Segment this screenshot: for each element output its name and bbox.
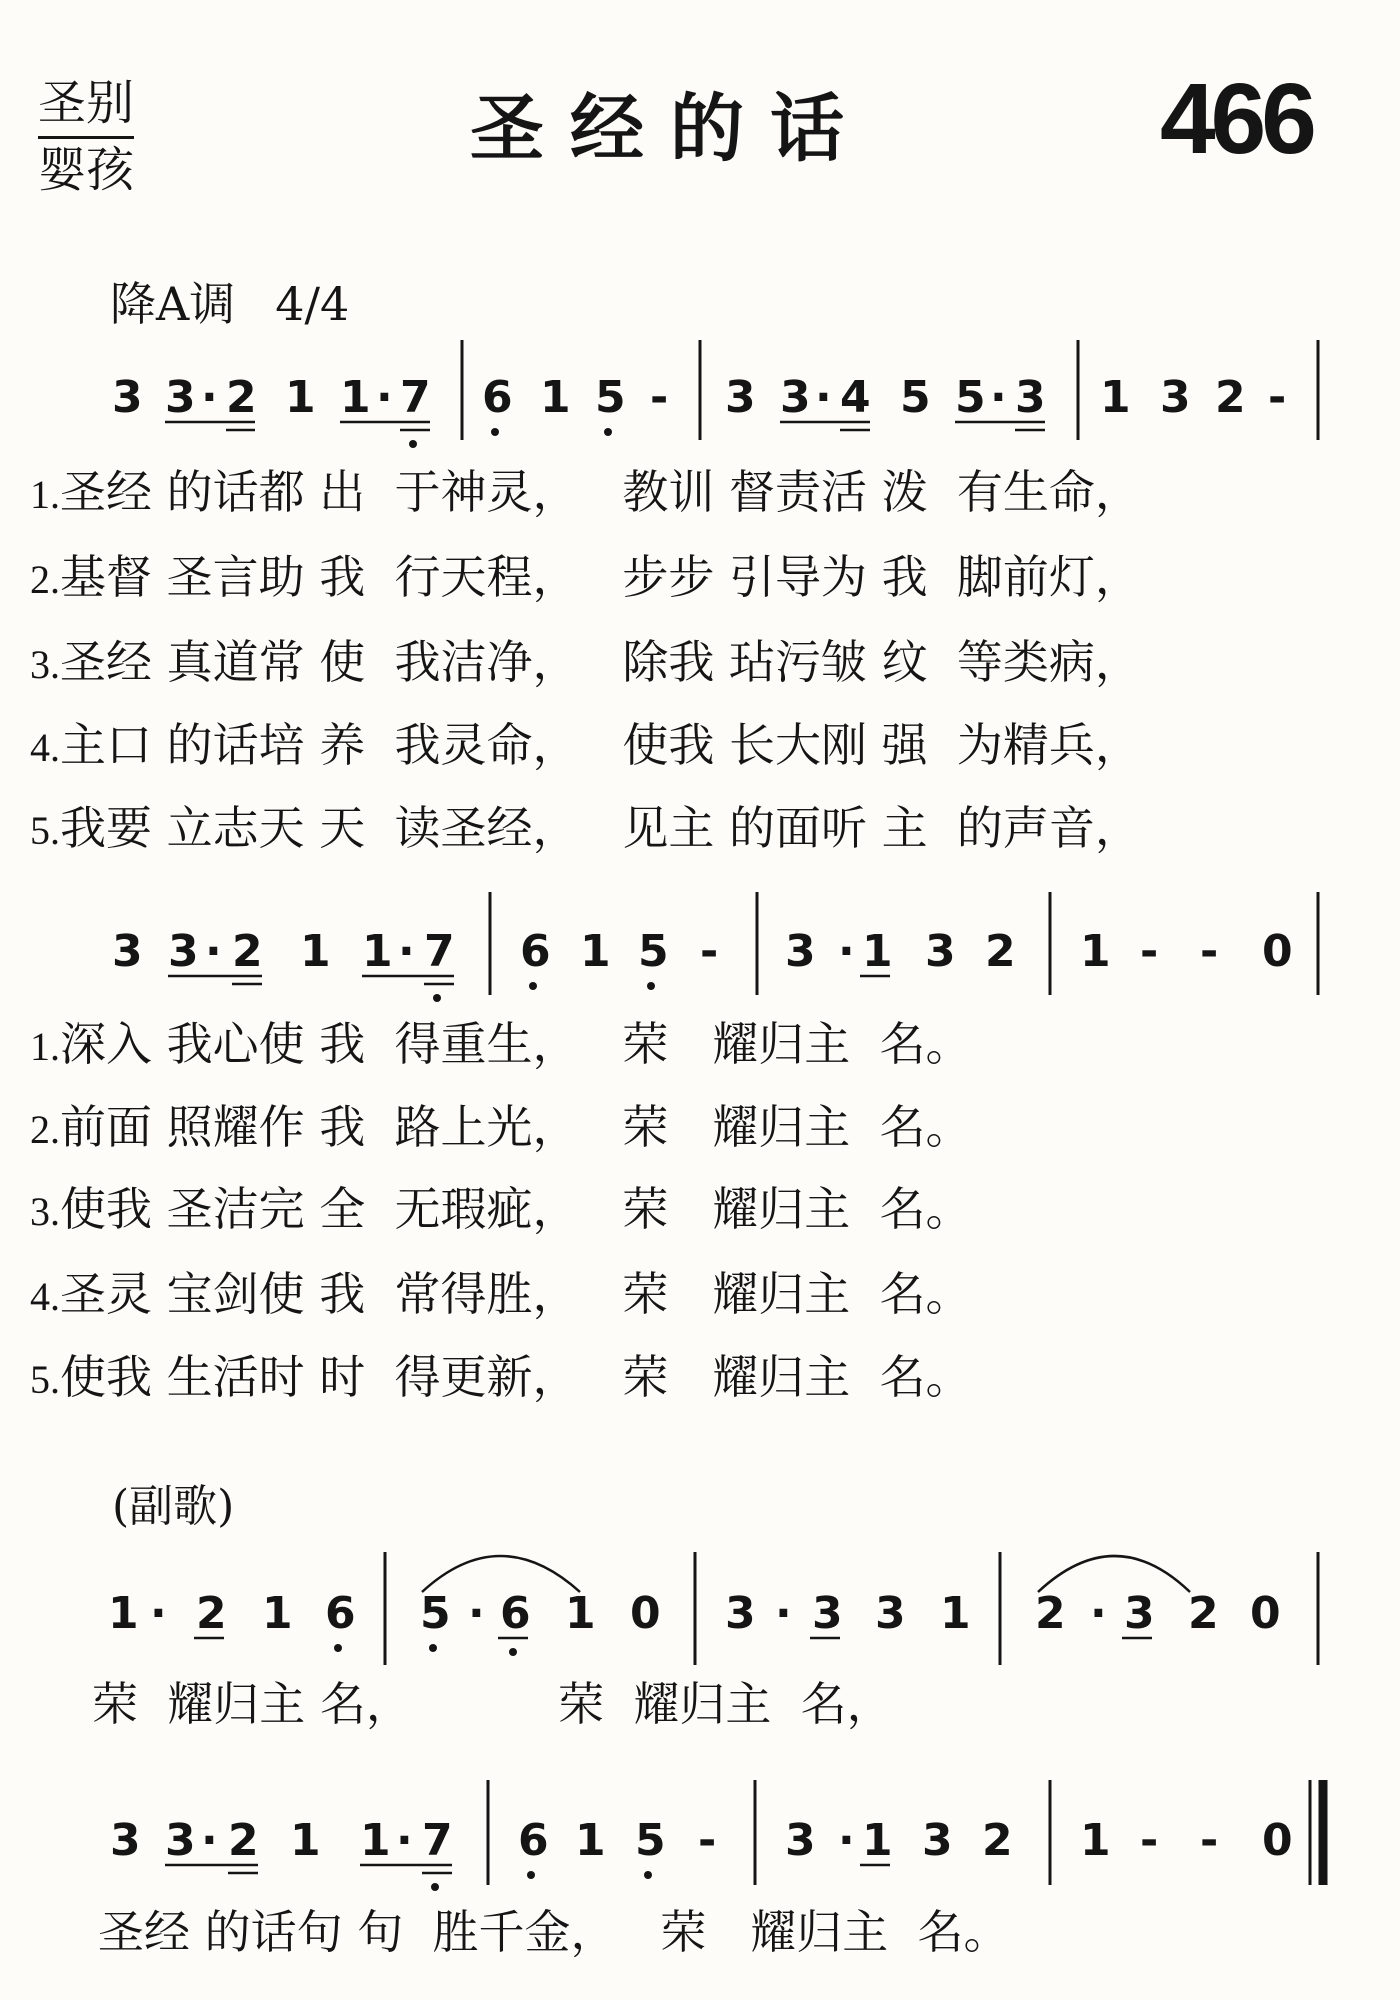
note: 3 <box>110 1815 141 1866</box>
note: 1 <box>862 926 893 977</box>
notation-line-4 <box>110 1780 1323 1891</box>
note: 1 <box>300 926 331 977</box>
lyric-text: 使我 圣洁完 全 无瑕疵， 荣 耀归主 名。 <box>60 1182 972 1236</box>
note: - <box>1140 1815 1159 1866</box>
note: 6 <box>500 1588 531 1639</box>
verse-number: 5. <box>30 808 60 853</box>
lyric-line <box>30 545 1141 609</box>
note: 7 <box>422 1815 453 1866</box>
note: 3 <box>875 1588 906 1639</box>
note: 5 <box>595 372 626 423</box>
note: 2 <box>1215 372 1246 423</box>
lyric-line <box>30 1012 971 1076</box>
hymn-title: 圣经的话 <box>470 86 870 172</box>
note: 3 <box>1015 372 1046 423</box>
octave-dot <box>509 1648 517 1656</box>
verse-number: 5. <box>30 1357 60 1402</box>
note: 3 <box>112 926 143 977</box>
note: 2 <box>196 1588 227 1639</box>
verse-number: 4. <box>30 1274 60 1319</box>
final-lyric: 圣经 的话句 句 胜千金， 荣 耀归主 名。 <box>98 1905 1010 1959</box>
note-dot: · <box>468 1588 485 1639</box>
lyric-line <box>30 713 1141 777</box>
note: 0 <box>630 1588 661 1639</box>
note: - <box>700 926 719 977</box>
note: 1 <box>575 1815 606 1866</box>
note: 6 <box>482 372 513 423</box>
note: 2 <box>982 1815 1013 1866</box>
verse-number: 2. <box>30 557 60 602</box>
note: 3 <box>812 1588 843 1639</box>
note: 6 <box>520 926 551 977</box>
lyric-text: 深入 我心使 我 得重生， 荣 耀归主 名。 <box>60 1017 972 1071</box>
chorus-lyric: 荣 耀归主 名， 荣 耀归主 名， <box>92 1677 893 1731</box>
octave-dot <box>647 982 655 990</box>
note: 3 <box>725 1588 756 1639</box>
hymn-number: 466 <box>1160 63 1312 175</box>
note: 5 <box>955 372 986 423</box>
notation-line-2 <box>112 892 1318 1002</box>
slur <box>1038 1556 1190 1592</box>
lyric-line <box>30 1177 971 1241</box>
note: 1 <box>540 372 571 423</box>
note: - <box>1140 926 1159 977</box>
note-dot: · <box>205 926 222 977</box>
note: 1 <box>1100 372 1131 423</box>
note-dot: · <box>1090 1588 1107 1639</box>
octave-dot <box>491 428 499 436</box>
lyric-text: 使我 生活时 时 得更新， 荣 耀归主 名。 <box>60 1350 972 1404</box>
octave-dot <box>644 1871 652 1879</box>
note-dot: · <box>376 372 393 423</box>
time-signature: 4/4 <box>275 277 350 331</box>
note: - <box>1200 926 1219 977</box>
note: 3 <box>725 372 756 423</box>
note-dot: · <box>396 1815 413 1866</box>
verse-number: 2. <box>30 1107 60 1152</box>
note: 2 <box>1035 1588 1066 1639</box>
note: 3 <box>165 372 196 423</box>
note: 5 <box>420 1588 451 1639</box>
notation-line-1 <box>112 340 1318 448</box>
note: 1 <box>340 372 371 423</box>
note: 1 <box>362 926 393 977</box>
note-dot: · <box>838 926 855 977</box>
note: 0 <box>1262 1815 1293 1866</box>
note: 2 <box>226 372 257 423</box>
category-bottom: 婴孩 <box>38 142 135 198</box>
note: 3 <box>785 926 816 977</box>
note: 3 <box>785 1815 816 1866</box>
note-dot: · <box>398 926 415 977</box>
note: 1 <box>360 1815 391 1866</box>
note: 3 <box>925 926 956 977</box>
verse-number: 3. <box>30 642 60 687</box>
note: 3 <box>112 372 143 423</box>
lyric-line <box>30 1345 971 1409</box>
lyric-text: 前面 照耀作 我 路上光， 荣 耀归主 名。 <box>60 1100 972 1154</box>
note: 1 <box>940 1588 971 1639</box>
octave-dot <box>431 1883 439 1891</box>
note: 5 <box>635 1815 666 1866</box>
lyric-line <box>30 460 1141 524</box>
note: 7 <box>424 926 455 977</box>
note-dot: · <box>201 1815 218 1866</box>
octave-dot <box>433 994 441 1002</box>
category-top: 圣别 <box>38 72 134 139</box>
octave-dot <box>527 1871 535 1879</box>
note: 0 <box>1250 1588 1281 1639</box>
octave-dot <box>604 428 612 436</box>
note: 3 <box>165 1815 196 1866</box>
lyric-text: 主口 的话培 养 我灵命， 使我 长大刚 强 为精兵， <box>60 718 1141 772</box>
note-dot: · <box>838 1815 855 1866</box>
verse-number: 1. <box>30 1024 60 1069</box>
lyric-text: 基督 圣言助 我 行天程， 步步 引导为 我 脚前灯， <box>60 550 1141 604</box>
note: 1 <box>862 1815 893 1866</box>
note: 1 <box>580 926 611 977</box>
note: 3 <box>1124 1588 1155 1639</box>
note: 3 <box>168 926 199 977</box>
slur <box>422 1556 580 1592</box>
note: 1 <box>1080 1815 1111 1866</box>
chorus-label: (副歌) <box>112 1481 235 1532</box>
key-name: 降A调 <box>110 277 236 331</box>
notation-line-3 <box>108 1552 1318 1665</box>
note: 3 <box>1160 372 1191 423</box>
lyric-text: 圣灵 宝剑使 我 常得胜， 荣 耀归主 名。 <box>60 1267 972 1321</box>
octave-dot <box>529 982 537 990</box>
note: 3 <box>780 372 811 423</box>
note: 1 <box>285 372 316 423</box>
lyric-line <box>30 1262 971 1326</box>
note: 0 <box>1262 926 1293 977</box>
lyric-line <box>30 1095 971 1159</box>
note: 2 <box>232 926 263 977</box>
lyric-line <box>30 796 1141 860</box>
verse-number: 4. <box>30 725 60 770</box>
note: 6 <box>325 1588 356 1639</box>
note-dot: · <box>201 372 218 423</box>
octave-dot <box>429 1644 437 1652</box>
octave-dot <box>409 440 417 448</box>
note: 1 <box>108 1588 139 1639</box>
note: 2 <box>985 926 1016 977</box>
note: 5 <box>638 926 669 977</box>
note: 4 <box>840 372 871 423</box>
note-dot: · <box>815 372 832 423</box>
note: 1 <box>1080 926 1111 977</box>
note: 7 <box>400 372 431 423</box>
octave-dot <box>334 1644 342 1652</box>
lyric-text: 圣经 真道常 使 我洁净， 除我 玷污皱 纹 等类病， <box>60 635 1141 689</box>
note-dot: · <box>990 372 1007 423</box>
note: 2 <box>1188 1588 1219 1639</box>
note: 1 <box>565 1588 596 1639</box>
note: 1 <box>290 1815 321 1866</box>
verse-number: 1. <box>30 472 60 517</box>
lyric-text: 圣经 的话都 出 于神灵， 教训 督责活 泼 有生命， <box>60 465 1141 519</box>
note-dot: · <box>775 1588 792 1639</box>
note: 3 <box>922 1815 953 1866</box>
note-dot: · <box>150 1588 167 1639</box>
verse-number: 3. <box>30 1189 60 1234</box>
note: - <box>650 372 669 423</box>
note: - <box>698 1815 717 1866</box>
note: - <box>1200 1815 1219 1866</box>
note: 2 <box>228 1815 259 1866</box>
note: 5 <box>900 372 931 423</box>
note: 1 <box>262 1588 293 1639</box>
note: 6 <box>518 1815 549 1866</box>
lyric-line <box>30 630 1141 694</box>
lyric-text: 我要 立志天 天 读圣经， 见主 的面听 主 的声音， <box>60 801 1141 855</box>
note: - <box>1268 372 1287 423</box>
